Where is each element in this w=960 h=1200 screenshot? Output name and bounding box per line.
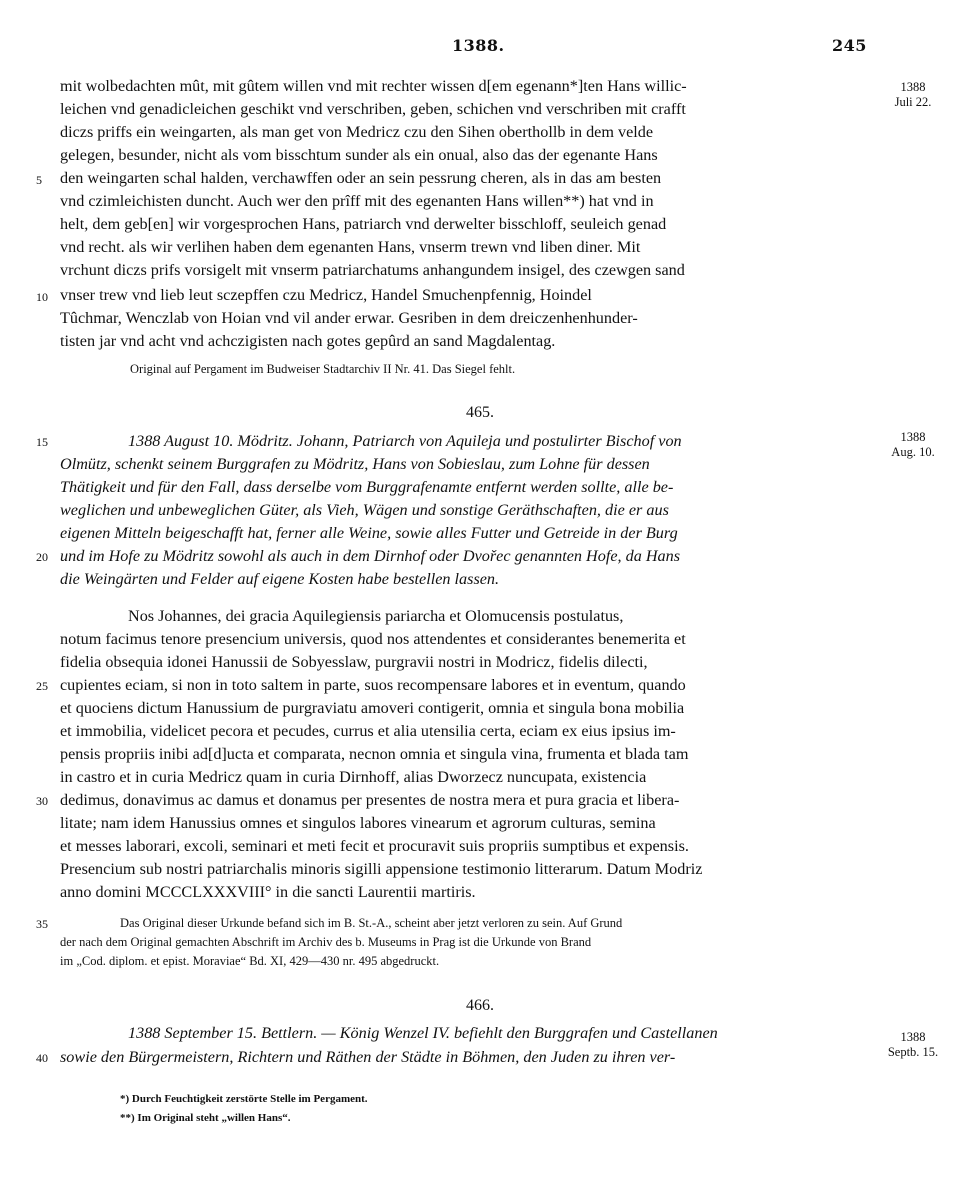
summary-line: die Weingärten und Felder auf eigene Kosten habe bestellen lassen.: [60, 570, 500, 588]
source-note-465: Das Original dieser Urkunde befand sich im B. St.-A., scheint aber jetzt verloren zu sein. Auf Grund: [120, 916, 623, 930]
charter-line: fidelia obsequia idonei Hanussii de Sobyesslaw, purgravii nostri in Modricz, fidelis dilecti,: [60, 653, 648, 671]
text-line: leichen vnd genadicleichen geschikt vnd verschriben, geben, schichen vnd verschriben mit crafft: [60, 100, 686, 118]
text-line: vnd recht. als wir verlihen haben dem egenanten Hans, vnserm trewn vnd liben diner. Mit: [60, 238, 641, 256]
charter-line: cupientes eciam, si non in toto saltem in parte, suos recompensare labores et in eventum, quando: [60, 676, 686, 694]
margin-year: 1388: [900, 430, 926, 444]
text-line: gelegen, besunder, nicht als vom bisschtum sunder als ein onual, also das der egenante Hans: [60, 146, 658, 164]
line-number: 35: [36, 917, 48, 931]
summary-line: sowie den Bürgermeistern, Richtern und Räthen der Städte in Böhmen, den Juden zu ihren ver-: [60, 1048, 676, 1066]
margin-day: Septb. 15.: [887, 1045, 939, 1059]
charter-line: et quociens dictum Hanussium de purgraviatu amoveri contigerit, omnia et singula bona mobilia: [60, 699, 685, 717]
charter-line: anno domini MCCCLXXXVIII° in die sancti Laurentii martiris.: [60, 883, 476, 901]
charter-line: et messes laborari, excoli, seminari et meti fecit et procuravit suis propriis sumptibus et expensis.: [60, 837, 689, 855]
charter-line: et immobilia, videlicet pecora et pecudes, currus et alia utensilia certa, eciam ex eius ipsius im-: [60, 722, 676, 740]
document-number-465: 465.: [466, 404, 494, 421]
text-line: mit wolbedachten mût, mit gûtem willen vnd mit rechter wissen d[em egenann*]ten Hans willic-: [60, 77, 687, 95]
page-number: 245: [832, 36, 867, 55]
text-line: helt, dem geb[en] wir vorgesprochen Hans, patriarch vnd derwelter bisschloff, seuleich genad: [60, 215, 667, 233]
margin-date-464: [878, 80, 948, 110]
summary-line: Olmütz, schenkt seinem Burggrafen zu Mödritz, Hans von Sobieslau, zum Lohne für dessen: [60, 455, 650, 473]
summary-line: weglichen und unbeweglichen Güter, als Vieh, Wägen und sonstige Geräthschaften, die er aus: [60, 501, 669, 519]
text-line: den weingarten schal halden, verchawffen oder an sein pessrung cheren, als in das am besten: [60, 169, 662, 187]
source-note-465: der nach dem Original gemachten Abschrift im Archiv des b. Museums in Prag ist die Urkunde von Brand: [60, 935, 592, 949]
summary-line: 1388 August 10. Mödritz. Johann, Patriarch von Aquileja und postulirter Bischof von: [128, 432, 682, 450]
margin-year: 1388: [900, 1030, 926, 1044]
line-number: 40: [36, 1051, 48, 1065]
source-note-464: Original auf Pergament im Budweiser Stadtarchiv II Nr. 41. Das Siegel fehlt.: [130, 362, 516, 376]
text-line: vnser trew vnd lieb leut sczepffen czu Medricz, Handel Smuchenpfennig, Hoindel: [60, 286, 592, 304]
line-number: 20: [36, 550, 48, 564]
summary-line: eigenen Mitteln beigeschafft hat, ferner alle Weine, sowie alles Futter und Getreide in der Burg: [60, 524, 678, 542]
charter-line: dedimus, donavimus ac damus et donamus per presentes de nostra mera et pura gracia et libera-: [60, 791, 680, 809]
text-line: diczs priffs ein weingarten, als man get von Medricz czu den Sihen oberthollb in dem velde: [60, 123, 654, 141]
charter-line: notum facimus tenore presencium universis, quod nos attendentes et considerantes benemerita et: [60, 630, 686, 648]
document-number-466: 466.: [466, 997, 494, 1014]
line-number: 15: [36, 435, 48, 449]
summary-line: Thätigkeit und für den Fall, dass derselbe vom Burggrafenamte entfernt werden sollte, alle be-: [60, 478, 674, 496]
charter-line: Nos Johannes, dei gracia Aquilegiensis pariarcha et Olomucensis postulatus,: [128, 607, 624, 625]
page-year: 1388.: [452, 36, 505, 55]
margin-day: Aug. 10.: [891, 445, 935, 459]
text-line: Tûchmar, Wenczlab von Hoian vnd vil ander erwar. Gesriben in dem dreiczenhenhunder-: [60, 309, 638, 327]
line-number: 30: [36, 794, 48, 808]
margin-date-466: [878, 1030, 948, 1060]
margin-date-465: [878, 430, 948, 460]
source-note-465: im „Cod. diplom. et epist. Moraviae“ Bd. XI, 429—430 nr. 495 abgedruckt.: [60, 954, 440, 968]
charter-line: litate; nam idem Hanussius omnes et singulos labores vinearum et agrorum culturas, semina: [60, 814, 656, 832]
charter-line: Presencium sub nostri patriarchalis minoris sigilli appensione testimonio litterarum. Datum Modriz: [60, 860, 703, 878]
text-line: tisten jar vnd acht vnd achczigisten nach gotes gepûrd an sand Magdalentag.: [60, 332, 556, 350]
text-line: vrchunt diczs prifs vorsigelt mit vnserm patriarchatums anhangundem insigel, des czewgen sand: [60, 261, 685, 279]
summary-line: 1388 September 15. Bettlern. — König Wenzel IV. befiehlt den Burggrafen und Castellanen: [128, 1024, 718, 1042]
line-number: 25: [36, 679, 48, 693]
text-line: vnd czimleichisten duncht. Auch wer den prîff mit des egenanten Hans willen**) hat vnd in: [60, 192, 654, 210]
summary-line: und im Hofe zu Mödritz sowohl als auch in dem Dirnhof oder Dvořec genannten Hofe, da Hans: [60, 547, 681, 565]
footnote: **) Im Original steht „willen Hans“.: [120, 1112, 291, 1124]
charter-line: pensis propriis inibi ad[d]ucta et comparata, necnon omnia et singula vina, frumenta et blada tam: [60, 745, 689, 763]
footnote: *) Durch Feuchtigkeit zerstörte Stelle im Pergament.: [120, 1093, 368, 1105]
margin-day: Juli 22.: [894, 95, 932, 109]
line-number: 10: [36, 290, 48, 304]
line-number: 5: [36, 173, 42, 187]
charter-line: in castro et in curia Medricz quam in curia Dirnhoff, alias Dworzecz nuncupata, existencia: [60, 768, 647, 786]
margin-year: 1388: [900, 80, 926, 94]
